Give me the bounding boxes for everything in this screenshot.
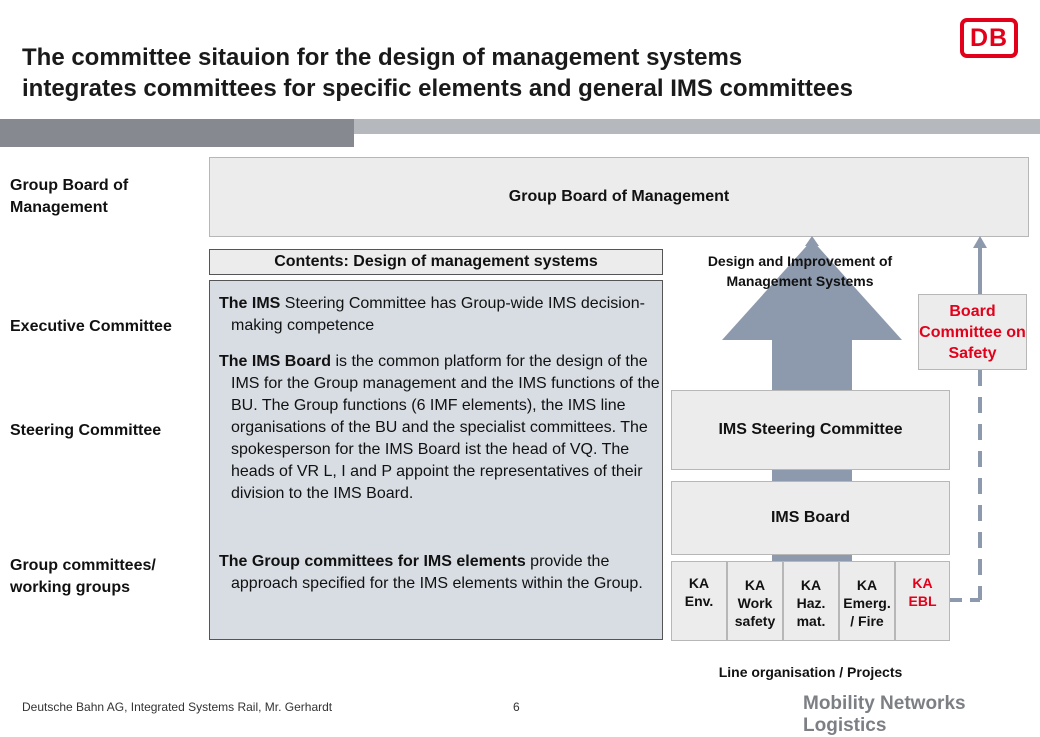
ka-env-line1: KA xyxy=(688,575,710,591)
level-label-group-committees: Group committees/ working groups xyxy=(10,557,156,596)
ka-haz-line2: Haz. xyxy=(796,595,826,611)
ka-box-emerg-fire xyxy=(839,561,895,641)
contents-header: Contents: Design of management systems xyxy=(209,249,663,275)
ka-emerg-line1: KA xyxy=(856,577,878,593)
paragraph-3-text: provide the approach specified for the IMS elements within the Group. xyxy=(231,553,643,592)
board-committee-safety-box: Board Committee on Safety xyxy=(918,294,1027,370)
ka-box-work-safety xyxy=(727,561,783,641)
paragraph-1-bold: The IMS xyxy=(219,295,281,312)
ka-haz-line3: mat. xyxy=(796,613,826,629)
group-board-box-label: Group Board of Management xyxy=(508,188,730,205)
ka-haz-line1: KA xyxy=(800,577,822,593)
level-label-group-board: Group Board of Management xyxy=(10,177,129,216)
ka-emerg-line2: Emerg. xyxy=(843,595,891,611)
paragraph-3-bold: The Group committees for IMS elements xyxy=(219,553,526,570)
ka-box-ebl xyxy=(895,561,950,641)
paragraph-2-bold: The IMS Board xyxy=(219,353,332,370)
title-line-1: The committee sitauion for the design of management systems xyxy=(22,44,743,71)
ka-work-line1: KA xyxy=(744,577,766,593)
paragraph-1-text: Steering Committee has Group-wide IMS decision-making competence xyxy=(231,295,645,334)
ka-box-haz-mat xyxy=(783,561,839,641)
footer-brand: Mobility Networks Logistics xyxy=(803,693,966,736)
dashed-arrow-head xyxy=(973,236,987,248)
line-organisation-label: Line organisation / Projects xyxy=(718,664,903,680)
ims-board-box xyxy=(671,481,950,555)
title-line-2: integrates committees for specific elements and general IMS committees xyxy=(22,75,853,102)
level-label-executive: Executive Committee xyxy=(10,318,172,335)
ims-steering-committee-box xyxy=(671,390,950,470)
ka-box-env xyxy=(671,561,727,641)
ka-emerg-line3: / Fire xyxy=(850,613,884,629)
design-improvement-label: Design and Improvement of Management Systems xyxy=(707,253,893,289)
paragraph-2-text: is the common platform for the design of the IMS for the Group management and the IMS functions of the BU. The Group functions (6 IMF elements), the IMS line organisations of the BU and the specialist committees. The spokesperson for the IMS Board ist the head of VQ. The heads of VR L, I and P appoint the representatives of their division to the IMS Board. xyxy=(231,353,660,502)
level-label-steering: Steering Committee xyxy=(10,422,162,439)
ka-env-line2: Env. xyxy=(684,593,714,609)
db-logo: DB xyxy=(960,18,1018,58)
footer-company: Deutsche Bahn AG, Integrated Systems Rail, Mr. Gerhardt xyxy=(22,700,333,714)
ka-ebl-line2: EBL xyxy=(908,593,937,609)
ims-board-label: IMS Board xyxy=(770,509,851,526)
ka-work-line3: safety xyxy=(734,613,776,629)
footer-page-number: 6 xyxy=(513,700,520,714)
ka-work-line2: Work xyxy=(737,595,773,611)
ims-steering-label: IMS Steering Committee xyxy=(718,421,903,438)
small-arrow-head xyxy=(805,236,819,246)
ka-ebl-line1: KA xyxy=(912,575,933,591)
